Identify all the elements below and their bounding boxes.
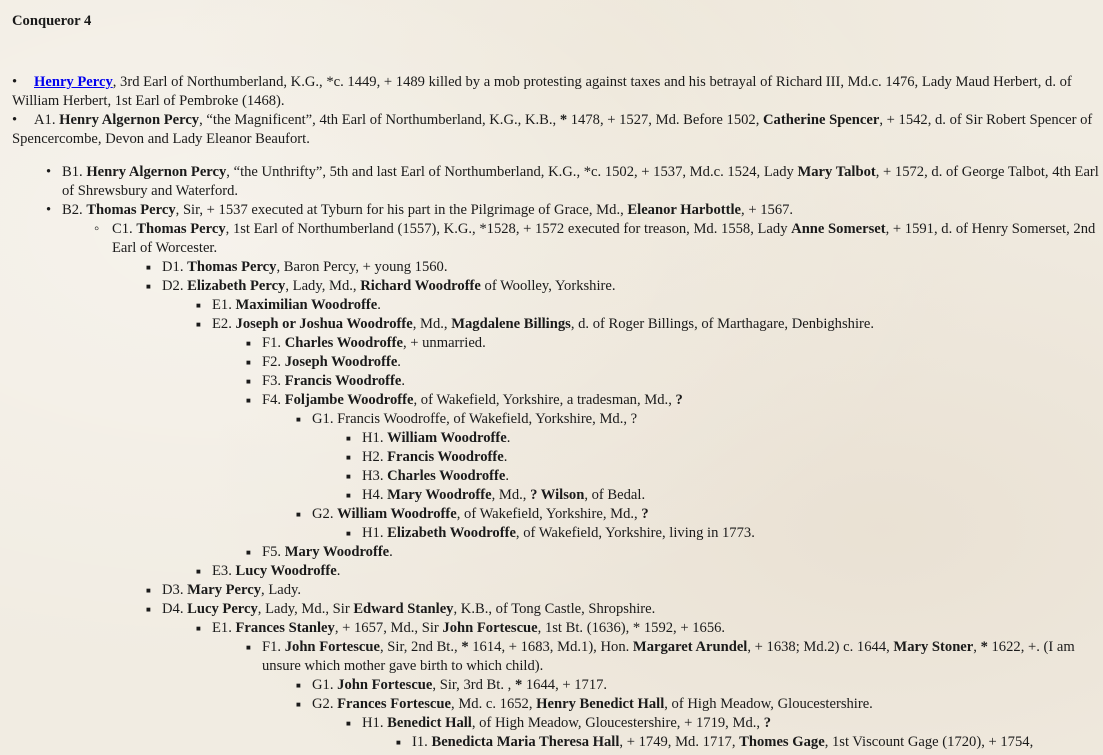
list-item [12, 353, 1103, 372]
entry-prefix: G1. [312, 677, 338, 693]
entry-text: , + 1749, Md. 1717, [619, 734, 740, 750]
person-name: Benedicta Maria Theresa Hall [431, 734, 620, 750]
list-item [12, 429, 1103, 448]
bullet-icon [246, 543, 251, 563]
bullet-icon [346, 467, 351, 487]
list-item [12, 486, 1103, 505]
entry-text: , Sir, + 1537 executed at Tyburn for his part in the Pilgrimage of Grace, Md., [175, 202, 628, 218]
bullet-icon [146, 600, 151, 620]
entry-prefix: H1. [362, 430, 388, 446]
entry-prefix: B1. [62, 164, 87, 180]
bullet-icon [296, 695, 301, 715]
entry-text: , Md. c. 1652, [451, 696, 537, 712]
entry-text: , 1st Viscount Gage (1720), + 1754, [824, 734, 1034, 750]
bullet-icon [196, 315, 201, 335]
entry-text: 1622, +. (I am unsure which mother gave birth to which child). [262, 639, 1075, 674]
entry-text: , + 1591, d. of Henry Somerset, 2nd Earl of Worcester. [112, 221, 1096, 256]
list-item [12, 562, 1103, 581]
entry-text: , of Wakefield, Yorkshire, a tradesman, Md., [413, 392, 676, 408]
entry-text: , “the Unthrifty”, 5th and last Earl of Northumberland, K.G., *c. 1502, + 1537, Md.c. 1524, Lady [226, 164, 798, 180]
bullet-icon [146, 258, 151, 278]
birth-marker: * [559, 112, 568, 128]
spouse-name: ? [641, 506, 649, 522]
entry-prefix: H1. [362, 525, 388, 541]
spouse-name: Mary Talbot [797, 164, 876, 180]
entry-text: 1644, + 1717. [522, 677, 608, 693]
entry-text: , of High Meadow, Gloucestershire. [664, 696, 873, 712]
entry-prefix: G2. [312, 696, 338, 712]
page-title: Conqueror 4 [12, 13, 92, 29]
list-item [12, 619, 1103, 638]
list-item [12, 638, 1103, 676]
list-item [12, 220, 1103, 258]
person-name: Francis Woodroffe [284, 373, 402, 389]
list-item [12, 581, 1103, 600]
bullet-icon [12, 73, 17, 92]
entry-prefix: F4. [262, 392, 285, 408]
entry-prefix: D3. [162, 582, 188, 598]
bullet-icon [196, 562, 201, 582]
entry-text: , 1st Earl of Northumberland (1557), K.G., *1528, + 1572 executed for treason, Md. 1558, Lady [225, 221, 792, 237]
entry-prefix: I1. [412, 734, 432, 750]
bullet-icon [296, 410, 301, 430]
entry-prefix: D2. [162, 278, 188, 294]
list-item [12, 410, 1103, 429]
person-name: Benedict Hall [387, 715, 472, 731]
spouse-name: Edward Stanley [353, 601, 454, 617]
bullet-icon [12, 111, 17, 130]
entry-text: . [377, 297, 381, 313]
entry-text: . [336, 563, 341, 579]
entry-prefix: F3. [262, 373, 285, 389]
spouse-name: John Fortescue [442, 620, 538, 636]
bullet-icon [246, 353, 251, 373]
entry-prefix: E2. [212, 316, 236, 332]
spouse-name: Catherine Spencer [763, 112, 880, 128]
birth-marker: * [514, 677, 523, 693]
entry-prefix: H1. [362, 715, 388, 731]
bullet-icon [146, 277, 151, 297]
spouse-name: Thomes Gage [739, 734, 825, 750]
entry-text: . [397, 354, 401, 370]
bullet-icon [396, 733, 401, 753]
person-name: Lucy Woodroffe [235, 563, 337, 579]
entry-text: . [506, 430, 511, 446]
entry-text: , + 1572, d. of George Talbot, 4th Earl of Shrewsbury and Waterford. [62, 164, 1099, 199]
entry-prefix: B2. [62, 202, 87, 218]
entry-prefix: F1. [262, 639, 285, 655]
list-item [12, 676, 1103, 695]
spouse-name: ? [763, 715, 771, 731]
entry-text: , Md., [412, 316, 452, 332]
person-name: John Fortescue [284, 639, 380, 655]
entry-text: , K.B., of Tong Castle, Shropshire. [453, 601, 656, 617]
entry-text: , Sir, 2nd Bt., [379, 639, 462, 655]
bullet-icon [196, 296, 201, 316]
person-name: Thomas Percy [136, 221, 226, 237]
entry-text: , + unmarried. [402, 335, 486, 351]
spouse-name: Richard Woodroffe [360, 278, 481, 294]
entry-text: . [389, 544, 393, 560]
person-name: William Woodroffe [337, 506, 457, 522]
list-item [12, 524, 1103, 543]
person-name: Elizabeth Percy [187, 278, 286, 294]
person-name: Charles Woodroffe [284, 335, 403, 351]
entry-prefix: F1. [262, 335, 285, 351]
entry-text: , + 1638; Md.2) c. 1644, [747, 639, 894, 655]
entry-text: , “the Magnificent”, 4th Earl of Northumberland, K.G., K.B., [199, 112, 560, 128]
entry-text: , of Wakefield, Yorkshire, living in 1773. [515, 525, 755, 541]
bullet-icon [46, 201, 51, 220]
list-item [12, 505, 1103, 524]
list-item [12, 111, 1103, 149]
person-name: Francis Woodroffe [387, 449, 504, 465]
list-item [12, 277, 1103, 296]
birth-marker: * [980, 639, 988, 655]
spouse-name: Eleanor Harbottle [627, 202, 742, 218]
person-name: Joseph or Joshua Woodroffe [235, 316, 413, 332]
bullet-icon [296, 505, 301, 525]
entry-text: , of Wakefield, Yorkshire, Md., [456, 506, 642, 522]
list-item [12, 733, 1103, 752]
person-name: Frances Fortescue [337, 696, 452, 712]
entry-text: , Sir, 3rd Bt. , [432, 677, 515, 693]
person-name: Henry Algernon Percy [59, 112, 200, 128]
person-name: Charles Woodroffe [387, 468, 506, 484]
person-name: Frances Stanley [235, 620, 335, 636]
bullet-icon [346, 524, 351, 544]
entry-prefix: F2. [262, 354, 285, 370]
list-item [12, 372, 1103, 391]
entry-prefix: G2. [312, 506, 338, 522]
spouse-name: Magdalene Billings [451, 316, 571, 332]
spouse-name: Mary Stoner [893, 639, 974, 655]
person-name: Mary Woodroffe [284, 544, 390, 560]
bullet-icon [346, 714, 351, 734]
entry-text: , Lady, Md., [285, 278, 361, 294]
list-item [12, 391, 1103, 410]
person-name: Elizabeth Woodroffe [387, 525, 516, 541]
bullet-icon [246, 372, 251, 392]
entry-text: , 1st Bt. (1636), * 1592, + 1656. [537, 620, 726, 636]
list-item [12, 315, 1103, 334]
list-item [12, 714, 1103, 733]
person-name: William Woodroffe [387, 430, 507, 446]
entry-text: , + 1567. [741, 202, 794, 218]
entry-text: 1614, + 1683, Md.1), Hon. [468, 639, 633, 655]
bullet-icon [246, 638, 251, 658]
entry-text: . [503, 449, 508, 465]
entry-prefix: E3. [212, 563, 236, 579]
entry-text: . [505, 468, 510, 484]
entry-prefix: A1. [34, 112, 60, 128]
list-item [12, 163, 1103, 201]
bullet-icon [246, 334, 251, 354]
entry-prefix: F5. [262, 544, 285, 560]
entry-prefix: H2. [362, 449, 388, 465]
person-name: John Fortescue [337, 677, 433, 693]
entry-text: , [973, 639, 981, 655]
spouse-name: ? [675, 392, 683, 408]
henry-percy-link[interactable]: Henry Percy [34, 74, 113, 90]
person-name: Lucy Percy [187, 601, 258, 617]
person-name: Henry Algernon Percy [86, 164, 227, 180]
person-name: Joseph Woodroffe [284, 354, 398, 370]
spouse-name: Margaret Arundel [632, 639, 748, 655]
entry-text: , of High Meadow, Gloucestershire, + 1719, Md., [471, 715, 764, 731]
bullet-icon [246, 391, 251, 411]
list-item [12, 296, 1103, 315]
entry-text: , 3rd Earl of Northumberland, K.G., *c. 1449, + 1489 killed by a mob protesting against taxes and his betrayal of Richard III, Md.c. 1476, Lady Maud Herbert, d. of William Herbert, 1st Earl of Pembroke (1468). [12, 74, 1072, 109]
list-item [12, 448, 1103, 467]
spouse-name: Henry Benedict Hall [536, 696, 665, 712]
entry-text: . [401, 373, 405, 389]
entry-text: , Lady, Md., Sir [257, 601, 354, 617]
birth-marker: * [461, 639, 469, 655]
list-item [12, 543, 1103, 562]
list-item [12, 73, 1103, 111]
bullet-icon [94, 220, 99, 239]
list-item [12, 334, 1103, 353]
bullet-icon [46, 163, 51, 182]
bullet-icon [296, 676, 301, 696]
entry-text: , of Bedal. [584, 487, 646, 503]
person-name: Maximilian Woodroffe [235, 297, 378, 313]
entry-prefix: E1. [212, 620, 236, 636]
person-name: Mary Woodroffe [387, 487, 492, 503]
list-item [12, 600, 1103, 619]
bullet-icon [346, 429, 351, 449]
entry-text: , Md., [491, 487, 531, 503]
entry-text: G1. Francis Woodroffe, of Wakefield, Yorkshire, Md., ? [312, 411, 638, 427]
person-name: Thomas Percy [187, 259, 277, 275]
list-item [12, 258, 1103, 277]
entry-text: of Woolley, Yorkshire. [480, 278, 616, 294]
bullet-icon [196, 619, 201, 639]
entry-text: , Lady. [261, 582, 301, 598]
person-name: Foljambe Woodroffe [284, 392, 414, 408]
entry-prefix: H4. [362, 487, 388, 503]
list-item [12, 467, 1103, 486]
list-item [12, 201, 1103, 220]
person-name: Thomas Percy [86, 202, 176, 218]
bullet-icon [146, 581, 151, 601]
bullet-icon [346, 486, 351, 506]
person-name: Mary Percy [187, 582, 262, 598]
entry-text: 1478, + 1527, Md. Before 1502, [567, 112, 764, 128]
entry-prefix: D1. [162, 259, 188, 275]
list-item [12, 695, 1103, 714]
entry-text: , d. of Roger Billings, of Marthagare, Denbighshire. [570, 316, 874, 332]
entry-prefix: D4. [162, 601, 188, 617]
entry-prefix: H3. [362, 468, 388, 484]
entry-text: , + 1542, d. of Sir Robert Spencer of Spencercombe, Devon and Lady Eleanor Beaufort. [12, 112, 1093, 147]
spouse-name: ? Wilson [530, 487, 585, 503]
entry-prefix: C1. [112, 221, 137, 237]
entry-text: , Baron Percy, + young 1560. [276, 259, 448, 275]
spouse-name: Anne Somerset [791, 221, 886, 237]
entry-prefix: E1. [212, 297, 236, 313]
bullet-icon [346, 448, 351, 468]
entry-text: , + 1657, Md., Sir [334, 620, 443, 636]
